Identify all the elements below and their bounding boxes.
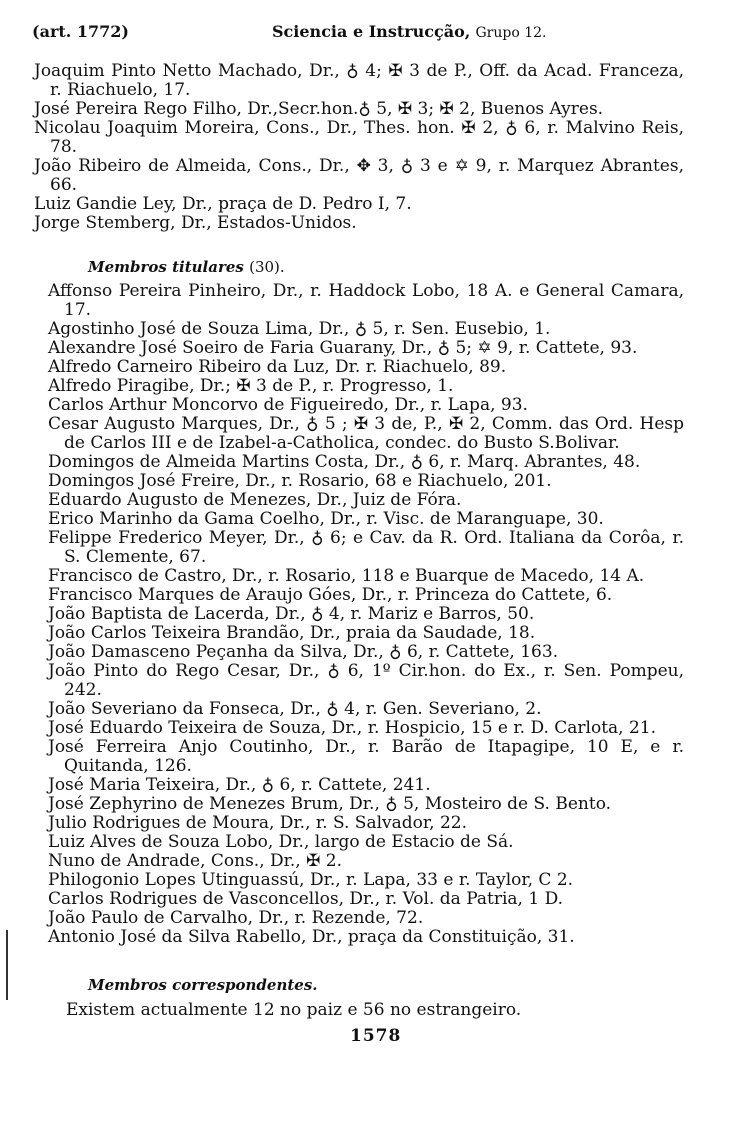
list-item: Joaquim Pinto Netto Machado, Dr., ♁ 4; ✠ 3 de P., Off. da Acad. Franceza, r. Riachuelo, 17. [34,61,684,100]
list-item: José Eduardo Teixeira de Souza, Dr., r. Hospicio, 15 e r. D. Carlota, 21. [48,718,657,738]
list-item: Carlos Rodrigues de Vasconcellos, Dr., r. Vol. da Patria, 1 D. [48,889,563,909]
list-item: João Paulo de Carvalho, Dr., r. Rezende, 72. [48,908,424,928]
list-item: José Ferreira Anjo Coutinho, Dr., r. Barão de Itapagipe, 10 E, e r. Quitanda, 126. [48,737,684,776]
header-title [272,22,546,41]
list-item: Carlos Arthur Moncorvo de Figueiredo, Dr., r. Lapa, 93. [48,395,528,415]
list-item: Domingos de Almeida Martins Costa, Dr., ♁ 6, r. Marq. Abrantes, 48. [48,452,641,472]
list-item: Cesar Augusto Marques, Dr., ♁ 5 ; ✠ 3 de, P., ✠ 2, Comm. das Ord. Hesp de Carlos III e de Izabel-a-Catholica, condec. do Busto S.Bolivar. [48,414,684,453]
header-title-main: Sciencia e Instrucção, [272,22,471,41]
list-item: Nuno de Andrade, Cons., Dr., ✠ 2. [48,851,342,871]
list-item: Jorge Stemberg, Dr., Estados-Unidos. [34,213,357,233]
page-number: 1578 [350,1026,402,1046]
list-item: Agostinho José de Souza Lima, Dr., ♁ 5, r. Sen. Eusebio, 1. [48,319,551,339]
list-item: Francisco de Castro, Dr., r. Rosario, 118 e Buarque de Macedo, 14 A. [48,566,645,586]
list-item: Affonso Pereira Pinheiro, Dr., r. Haddock Lobo, 18 A. e General Camara, 17. [48,281,684,320]
section-label: Membros titulares [88,258,244,276]
list-item: José Maria Teixeira, Dr., ♁ 6, r. Cattete, 241. [48,775,431,795]
section-count: (30). [249,258,285,276]
section-heading-titulares [88,258,285,276]
list-item: Luiz Gandie Ley, Dr., praça de D. Pedro I, 7. [34,194,412,214]
list-item: José Pereira Rego Filho, Dr.,Secr.hon.♁ 5, ✠ 3; ✠ 2, Buenos Ayres. [34,99,604,119]
list-item: João Severiano da Fonseca, Dr., ♁ 4, r. Gen. Severiano, 2. [48,699,542,719]
section-label: Membros correspondentes. [88,976,318,994]
list-item: Domingos José Freire, Dr., r. Rosario, 68 e Riachuelo, 201. [48,471,552,491]
list-item: João Carlos Teixeira Brandão, Dr., praia da Saudade, 18. [48,623,536,643]
list-item: João Ribeiro de Almeida, Cons., Dr., ✥ 3, ♁ 3 e ✡ 9, r. Marquez Abrantes, 66. [34,156,684,195]
list-item: João Damasceno Peçanha da Silva, Dr., ♁ 6, r. Cattete, 163. [48,642,559,662]
list-item: Luiz Alves de Souza Lobo, Dr., largo de Estacio de Sá. [48,832,514,852]
list-item: Alexandre José Soeiro de Faria Guarany, Dr., ♁ 5; ✡ 9, r. Cattete, 93. [48,338,638,358]
footer-note: Existem actualmente 12 no paiz e 56 no estrangeiro. [66,1000,522,1020]
list-item: Alfredo Carneiro Ribeiro da Luz, Dr. r. Riachuelo, 89. [48,357,507,377]
list-item: Philogonio Lopes Utinguassú, Dr., r. Lapa, 33 e r. Taylor, C 2. [48,870,574,890]
entries-top-list [34,62,684,233]
list-item: José Zephyrino de Menezes Brum, Dr., ♁ 5, Mosteiro de S. Bento. [48,794,612,814]
page-header [32,22,732,46]
article-reference: (art. 1772) [32,22,129,41]
list-item: João Baptista de Lacerda, Dr., ♁ 4, r. Mariz e Barros, 50. [48,604,535,624]
list-item: Julio Rodrigues de Moura, Dr., r. S. Salvador, 22. [48,813,467,833]
list-item: João Pinto do Rego Cesar, Dr., ♁ 6, 1º Cir.hon. do Ex., r. Sen. Pompeu, 242. [48,661,684,700]
list-item: Antonio José da Silva Rabello, Dr., praça da Constituição, 31. [48,927,575,947]
list-item: Nicolau Joaquim Moreira, Cons., Dr., Thes. hon. ✠ 2, ♁ 6, r. Malvino Reis, 78. [34,118,684,157]
entries-titulares-list [48,282,684,947]
list-item: Eduardo Augusto de Menezes, Dr., Juiz de Fóra. [48,490,462,510]
list-item: Felippe Frederico Meyer, Dr., ♁ 6; e Cav. da R. Ord. Italiana da Corôa, r. S. Clemente, 67. [48,528,684,567]
list-item: Erico Marinho da Gama Coelho, Dr., r. Visc. de Maranguape, 30. [48,509,604,529]
list-item: Francisco Marques de Araujo Góes, Dr., r. Princeza do Cattete, 6. [48,585,613,605]
margin-mark [6,930,8,1000]
header-group: Grupo 12. [475,25,547,41]
section-heading-correspondentes [88,976,318,994]
list-item: Alfredo Piragibe, Dr.; ✠ 3 de P., r. Progresso, 1. [48,376,454,396]
